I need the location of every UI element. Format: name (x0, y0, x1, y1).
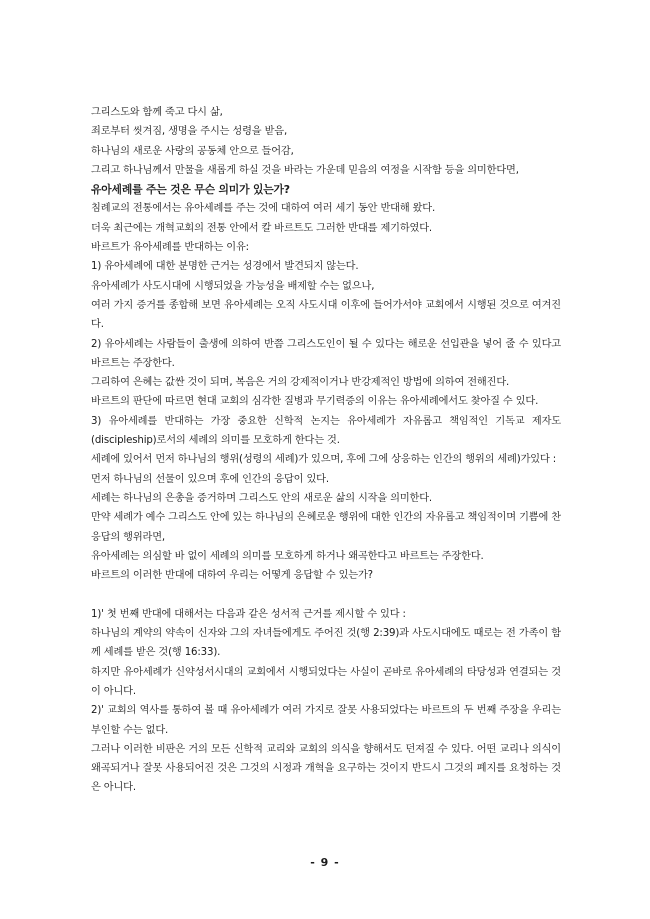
paragraph: 침례교의 전통에서는 유아세례를 주는 것에 대하여 여러 세기 동안 반대해 왔다. (91, 203, 436, 215)
paragraph: 1) 유아세례에 대한 분명한 근거는 성경에서 발견되지 않는다. (91, 261, 359, 273)
paragraph: 2)' 교회의 역사를 통하여 볼 때 유아세례가 여러 가지로 잘못 사용되었다는 바르트의 두 번째 주장을 우리는 부인할 수는 없다. (91, 705, 561, 736)
paragraph: 여러 가지 증거를 종합해 보면 유아세례는 오직 사도시대 이후에 들어가서야 교회에서 시행된 것으로 여겨진다. (91, 299, 561, 331)
paragraph: 바르트의 판단에 따르면 현대 교회의 심각한 질병과 무기력증의 이유는 유아세례에서도 찾아질 수 있다. (91, 396, 539, 408)
paragraph: 유아세례가 사도시대에 시행되었을 가능성을 배제할 수는 없으나, (91, 280, 375, 292)
paragraph: 먼저 하나님의 선물이 있으며 후에 인간의 응답이 있다. (91, 473, 329, 485)
section-heading: 유아세례를 주는 것은 무슨 의미가 있는가? (91, 183, 290, 197)
paragraph-gap (91, 585, 561, 604)
paragraph: 하나님의 계약의 약속이 신자와 그의 자녀들에게도 주어진 것(행 2:39)과 사도시대에도 때로는 전 가족이 함께 세례를 받은 것(행 16:33). (91, 628, 561, 659)
page-number: - 9 - (310, 856, 340, 869)
paragraph: 만약 세례가 예수 그리스도 안에 있는 하나님의 은혜로운 행위에 대한 인간의 자유롭고 책임적이며 기쁨에 찬 응답의 행위라면, (91, 512, 561, 543)
paragraph: 하지만 유아세례가 신약성서시대의 교회에서 시행되었다는 사실이 곧바로 유아세례의 타당성과 연결되는 것이 아니다. (91, 666, 561, 697)
paragraph: 그리고 하나님께서 만물을 새롭게 하실 것을 바라는 가운데 믿음의 여정을 시작함 등을 의미한다면, (91, 164, 519, 176)
paragraph: 3) 유아세례를 반대하는 가장 중요한 신학적 논지는 유아세례가 자유롭고 책임적인 기독교 제자도(discipleship)로서의 세례의 의미를 모호하게 한다는 것. (91, 415, 561, 447)
paragraph: 2) 유아세례는 사람들이 출생에 의하여 반쯤 그리스도인이 될 수 있다는 해로운 선입관을 넣어 줄 수 있다고 바르트는 주장한다. (91, 338, 561, 369)
paragraph: 더욱 최근에는 개혁교회의 전통 안에서 칼 바르트도 그러한 반대를 제기하였다. (91, 222, 432, 234)
paragraph: 그리스도와 함께 죽고 다시 삶, (91, 107, 223, 118)
paragraph: 하나님의 새로운 사랑의 공동체 안으로 들어감, (91, 145, 294, 157)
paragraph: 1)' 첫 번째 반대에 대해서는 다음과 같은 성서적 근거를 제시할 수 있다 : (91, 608, 406, 620)
paragraph: 세례는 하나님의 은총을 증거하며 그리스도 안의 새로운 삶의 시작을 의미한다. (91, 492, 432, 504)
paragraph: 바르트의 이러한 반대에 대하여 우리는 어떻게 응답할 수 있는가? (91, 570, 373, 582)
paragraph: 그러나 이러한 비판은 거의 모든 신학적 교리와 교회의 의식을 향해서도 던져질 수 있다. 어떤 교리나 의식이 왜곡되거나 잘못 사용되어진 것은 그것의 시정과 개혁을 요구하는 것이지 반드시 그것의 폐지를 요청하는 것은 아니다. (91, 743, 561, 794)
paragraph: 그리하여 은혜는 값싼 것이 되며, 복음은 거의 강제적이거나 반강제적인 방법에 의하여 전해진다. (91, 377, 510, 389)
body-text (91, 103, 561, 798)
paragraph: 죄로부터 씻겨짐, 생명을 주시는 성령을 받음, (91, 126, 288, 138)
paragraph: 바르트가 유아세례를 반대하는 이유: (91, 242, 249, 254)
paragraph: 세례에 있어서 먼저 하나님의 행위(성령의 세례)가 있으며, 후에 그에 상응하는 인간의 행위의 세례)가있다 : (91, 454, 557, 466)
paragraph: 유아세례는 의심할 바 없이 세례의 의미를 모호하게 하거나 왜곡한다고 바르트는 주장한다. (91, 550, 484, 562)
